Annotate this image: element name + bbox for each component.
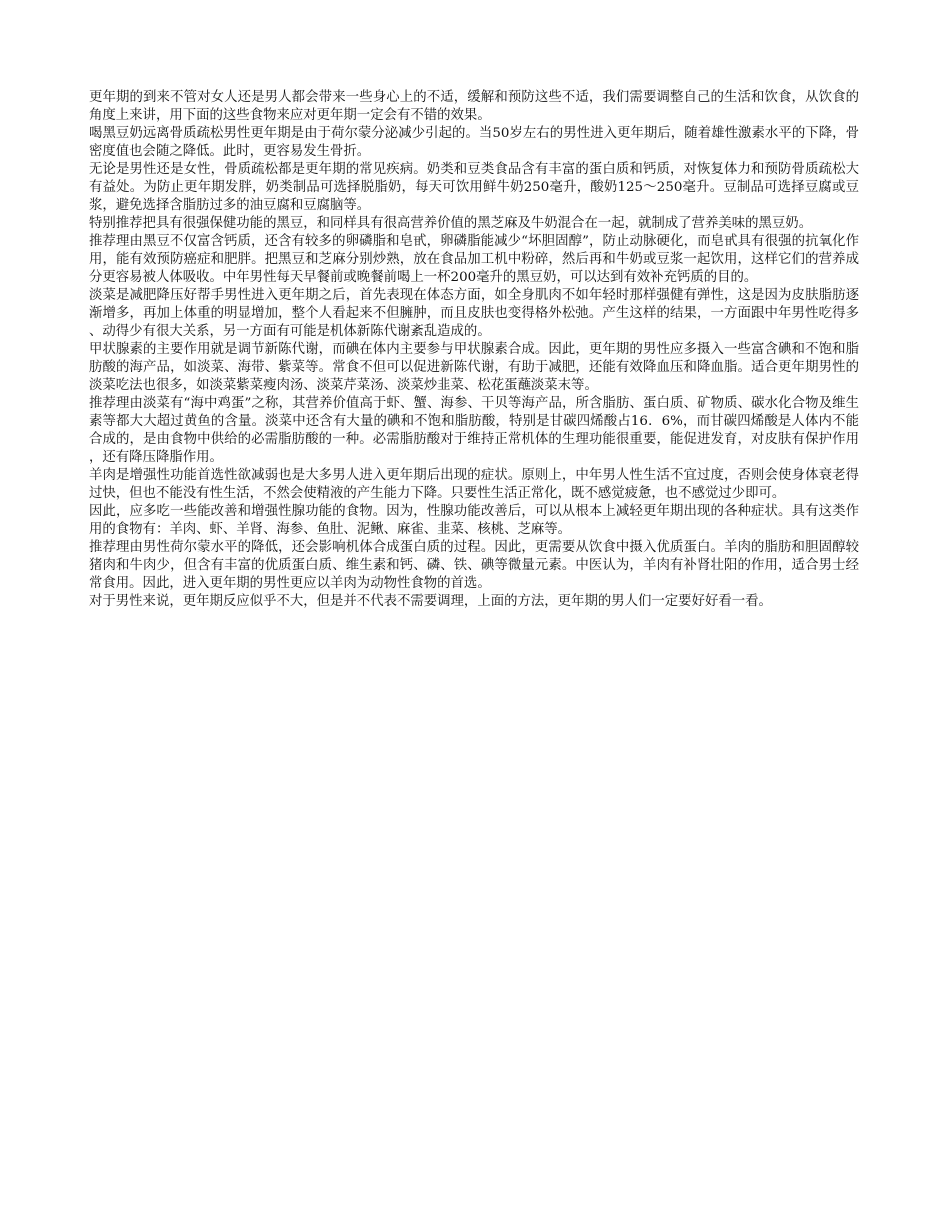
paragraph-osteoporosis: 无论是男性还是女性，骨质疏松都是更年期的常见疾病。奶类和豆类食品含有丰富的蛋白质和钙质，对恢复体力和预防骨质疏松大有益处。为防止更年期发胖，奶类制品可选择脱脂奶，每天可饮用鲜牛奶250毫升，酸奶125～250毫升。豆制品可选择豆腐或豆浆，避免选择含脂肪过多的油豆腐和豆腐脑等。 <box>89 162 859 213</box>
paragraph-thyroid: 甲状腺素的主要作用就是调节新陈代谢，而碘在体内主要参与甲状腺素合成。因此，更年期的男性应多摄入一些富含碘和不饱和脂肪酸的海产品，如淡菜、海带、紫菜等。常食不但可以促进新陈代谢，有助于减肥，还能有效降血压和降血脂。适合更年期男性的淡菜吃法也很多，如淡菜紫菜瘦肉汤、淡菜芹菜汤、淡菜炒韭菜、松花蛋蘸淡菜末等。 <box>89 342 859 393</box>
paragraph-mutton-reason: 推荐理由男性荷尔蒙水平的降低，还会影响机体合成蛋白质的过程。因此，更需要从饮食中摄入优质蛋白。羊肉的脂肪和胆固醇较猪肉和牛肉少，但含有丰富的优质蛋白质、维生素和钙、磷、铁、碘等微量元素。中医认为，羊肉有补肾壮阳的作用，适合男士经常食用。因此，进入更年期的男性更应以羊肉为动物性食物的首选。 <box>89 540 859 591</box>
document-body <box>89 89 859 611</box>
paragraph-black-bean-reason: 推荐理由黑豆不仅富含钙质，还含有较多的卵磷脂和皂甙，卵磷脂能减少“坏胆固醇”，防止动脉硬化，而皂甙具有很强的抗氧化作用，能有效预防癌症和肥胖。把黑豆和芝麻分别炒熟，放在食品加工机中粉碎，然后再和牛奶或豆浆一起饮用，这样它们的营养成分更容易被人体吸收。中年男性每天早餐前或晚餐前喝上一杯200毫升的黑豆奶，可以达到有效补充钙质的目的。 <box>89 234 859 285</box>
paragraph-gonad-foods: 因此，应多吃一些能改善和增强性腺功能的食物。因为，性腺功能改善后，可以从根本上减轻更年期出现的各种症状。具有这类作用的食物有：羊肉、虾、羊肾、海参、鱼肚、泥鳅、麻雀、韭菜、核桃、芝麻等。 <box>89 504 859 537</box>
paragraph-mutton-heading: 羊肉是增强性功能首选性欲减弱也是大多男人进入更年期后出现的症状。原则上，中年男人性生活不宜过度，否则会使身体衰老得过快，但也不能没有性生活，不然会使精液的产生能力下降。只要性生活正常化，既不感觉疲惫，也不感觉过少即可。 <box>89 468 859 501</box>
paragraph-mussel-heading: 淡菜是减肥降压好帮手男性进入更年期之后，首先表现在体态方面，如全身肌肉不如年轻时那样强健有弹性，这是因为皮肤脂肪逐渐增多，再加上体重的明显增加，整个人看起来不但臃肿，而且皮肤也变得格外松弛。产生这样的结果，一方面跟中年男性吃得多、动得少有很大关系，另一方面有可能是机体新陈代谢紊乱造成的。 <box>89 288 859 339</box>
paragraph-intro: 更年期的到来不管对女人还是男人都会带来一些身心上的不适，缓解和预防这些不适，我们需要调整自己的生活和饮食，从饮食的角度上来讲，用下面的这些食物来应对更年期一定会有不错的效果。 <box>89 90 859 123</box>
paragraph-conclusion: 对于男性来说，更年期反应似乎不大，但是并不代表不需要调理，上面的方法，更年期的男人们一定要好好看一看。 <box>89 594 772 609</box>
paragraph-mussel-reason: 推荐理由淡菜有“海中鸡蛋”之称，其营养价值高于虾、蟹、海参、干贝等海产品，所含脂肪、蛋白质、矿物质、碳水化合物及维生素等都大大超过黄鱼的含量。淡菜中还含有大量的碘和不饱和脂肪酸，特别是甘碳四烯酸占16．6%，而甘碳四烯酸是人体内不能合成的，是由食物中供给的必需脂肪酸的一种。必需脂肪酸对于维持正常机体的生理功能很重要，能促进发育，对皮肤有保护作用，还有降压降脂作用。 <box>89 396 859 465</box>
paragraph-black-bean-recommendation: 特别推荐把具有很强保健功能的黑豆，和同样具有很高营养价值的黑芝麻及牛奶混合在一起，就制成了营养美味的黑豆奶。 <box>89 216 813 231</box>
paragraph-black-bean-milk-heading: 喝黑豆奶远离骨质疏松男性更年期是由于荷尔蒙分泌减少引起的。当50岁左右的男性进入更年期后，随着雄性激素水平的下降，骨密度值也会随之降低。此时，更容易发生骨折。 <box>89 126 859 159</box>
